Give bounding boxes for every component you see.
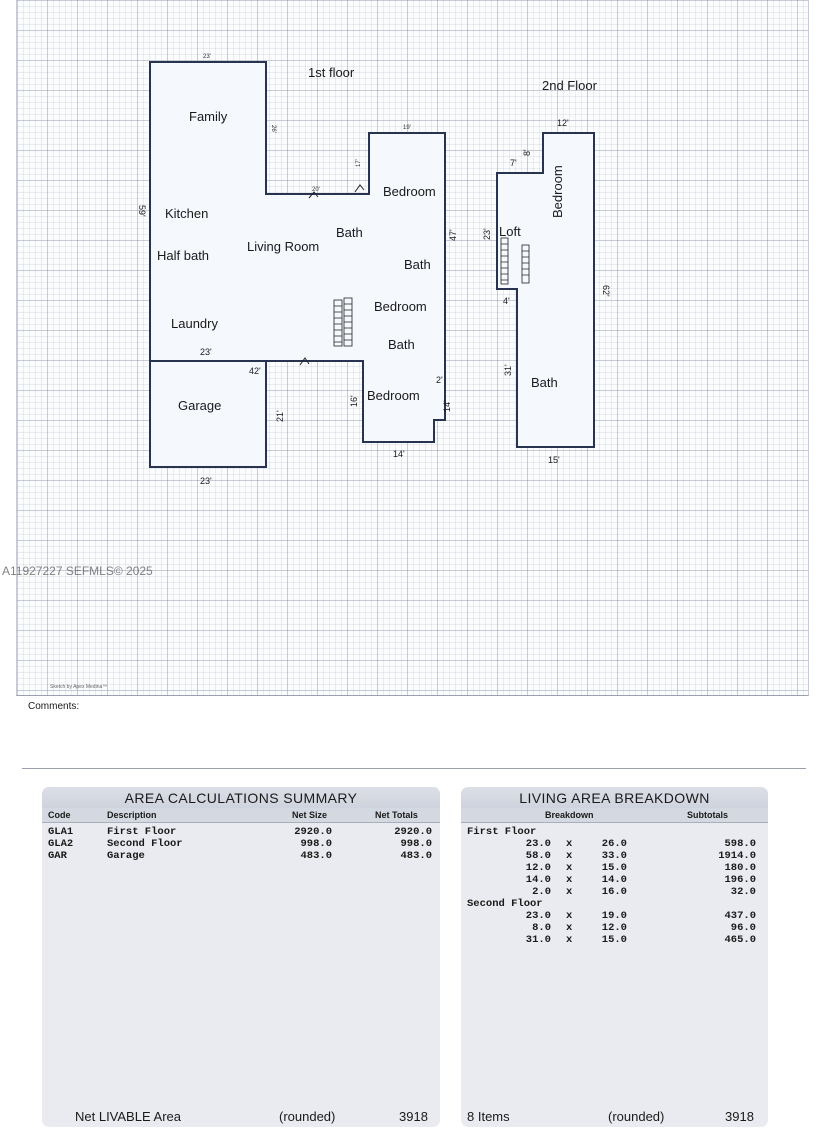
dimension-label: 31' xyxy=(503,364,513,376)
dim-subtotal: 32.0 xyxy=(730,886,756,898)
breakdown-total: 3918 xyxy=(725,1109,754,1124)
dim-times: x xyxy=(566,922,573,934)
room-label-laundry: Laundry xyxy=(171,316,218,331)
area-summary-title: AREA CALCULATIONS SUMMARY xyxy=(42,787,440,808)
dim-times: x xyxy=(566,874,573,886)
dim-b: 19.0 xyxy=(601,910,627,922)
column-header-subtotals: Subtotals xyxy=(687,810,729,820)
dim-subtotal: 598.0 xyxy=(724,838,756,850)
dimension-label: 15' xyxy=(548,455,560,465)
section-label xyxy=(461,898,768,910)
table-row xyxy=(42,838,440,850)
row-code: GLA2 xyxy=(48,838,74,850)
section-label xyxy=(461,826,768,838)
dim-a: 8.0 xyxy=(532,922,551,934)
room-label-bath-upper: Bath xyxy=(531,375,558,390)
dim-subtotal: 96.0 xyxy=(730,922,756,934)
dim-a: 2.0 xyxy=(532,886,551,898)
dimension-label: 23' xyxy=(200,476,212,486)
dimension-label: 14' xyxy=(393,449,405,459)
breakdown-header xyxy=(461,808,768,823)
room-label-bedroom: Bedroom xyxy=(383,184,436,199)
dimension-label: 59' xyxy=(137,205,147,217)
room-label-family: Family xyxy=(189,109,228,124)
row-net-total: 2920.0 xyxy=(394,826,432,838)
table-row xyxy=(42,850,440,862)
net-livable-total: 3918 xyxy=(399,1109,428,1124)
table-row xyxy=(461,934,768,946)
table-row xyxy=(461,886,768,898)
row-net-size: 483.0 xyxy=(300,850,332,862)
dim-b: 15.0 xyxy=(601,934,627,946)
dim-subtotal: 465.0 xyxy=(724,934,756,946)
table-row xyxy=(461,922,768,934)
living-area-breakdown xyxy=(461,787,768,1127)
dimension-label: 20' xyxy=(312,187,320,193)
dim-subtotal: 437.0 xyxy=(724,910,756,922)
floor-title-second: 2nd Floor xyxy=(542,78,597,93)
area-summary-footer xyxy=(42,1105,440,1127)
table-row xyxy=(461,910,768,922)
room-label-bath: Bath xyxy=(336,225,363,240)
breakdown-footer xyxy=(461,1105,768,1127)
floor-title-first: 1st floor xyxy=(308,65,355,80)
area-summary-rows xyxy=(42,823,440,862)
room-label-living-room: Living Room xyxy=(247,239,320,254)
comments-label: Comments: xyxy=(28,701,80,712)
room-label-kitchen: Kitchen xyxy=(165,206,209,221)
dim-times: x xyxy=(566,886,573,898)
area-summary-header xyxy=(42,808,440,823)
room-label-loft: Loft xyxy=(499,224,521,239)
dimension-label: 16' xyxy=(349,395,359,407)
door-swing-mark xyxy=(355,185,364,192)
dim-b: 15.0 xyxy=(601,862,627,874)
dimension-label: 12' xyxy=(557,118,569,128)
row-description: Second Floor xyxy=(107,838,183,850)
row-net-size: 2920.0 xyxy=(294,826,332,838)
dim-a: 23.0 xyxy=(525,838,551,850)
sketch-credit: Sketch by Apex Medina™ xyxy=(50,684,108,690)
area-calculations-summary xyxy=(42,787,440,1127)
row-code: GLA1 xyxy=(48,826,74,838)
rounded-label: (rounded) xyxy=(279,1109,336,1124)
dim-a: 23.0 xyxy=(525,910,551,922)
dim-subtotal: 1914.0 xyxy=(718,850,756,862)
dim-b: 26.0 xyxy=(601,838,627,850)
room-label-bedroom: Bedroom xyxy=(367,388,420,403)
dim-times: x xyxy=(566,838,573,850)
section-divider xyxy=(22,768,806,769)
second-floor-outline xyxy=(497,133,594,447)
table-row xyxy=(461,850,768,862)
floor-plan-sheet xyxy=(16,0,809,696)
breakdown-rows xyxy=(461,823,768,946)
dim-times: x xyxy=(566,910,573,922)
room-label-bedroom: Bedroom xyxy=(374,299,427,314)
dimension-label: 17' xyxy=(356,159,362,167)
dim-times: x xyxy=(566,850,573,862)
floor-plan-drawing xyxy=(17,0,808,695)
table-row xyxy=(461,862,768,874)
row-net-total: 483.0 xyxy=(400,850,432,862)
row-description: First Floor xyxy=(107,826,177,838)
dim-a: 14.0 xyxy=(525,874,551,886)
room-label-bath: Bath xyxy=(404,257,431,272)
column-header-net-size: Net Size xyxy=(292,810,328,820)
table-row xyxy=(461,838,768,850)
section-label-text: First Floor xyxy=(467,826,537,838)
items-count: 8 Items xyxy=(467,1109,510,1124)
net-livable-label: Net LIVABLE Area xyxy=(75,1109,181,1124)
column-header-description: Description xyxy=(107,810,157,820)
column-header-code: Code xyxy=(48,810,71,820)
dim-subtotal: 180.0 xyxy=(724,862,756,874)
dimension-label: 26' xyxy=(270,125,276,133)
dim-a: 31.0 xyxy=(525,934,551,946)
dim-b: 12.0 xyxy=(601,922,627,934)
dimension-label: 14' xyxy=(442,400,452,412)
dim-subtotal: 196.0 xyxy=(724,874,756,886)
dimension-label: 23' xyxy=(482,228,492,240)
row-code: GAR xyxy=(48,850,67,862)
column-header-net-totals: Net Totals xyxy=(375,810,418,820)
row-net-total: 998.0 xyxy=(400,838,432,850)
rounded-label: (rounded) xyxy=(608,1109,665,1124)
column-header-breakdown: Breakdown xyxy=(545,810,594,820)
table-row xyxy=(42,826,440,838)
dim-times: x xyxy=(566,862,573,874)
row-net-size: 998.0 xyxy=(300,838,332,850)
row-description: Garage xyxy=(107,850,145,862)
room-label-garage: Garage xyxy=(178,398,222,413)
watermark: A11927227 SEFMLS© 2025 xyxy=(2,564,153,578)
dimension-label: 47' xyxy=(448,229,458,241)
room-label-bedroom-upper: Bedroom xyxy=(550,165,565,218)
dimension-label: 23' xyxy=(200,347,212,357)
dimension-label: 21' xyxy=(275,410,285,422)
dimension-label: 7' xyxy=(510,158,517,168)
dimension-label: 23' xyxy=(203,54,211,60)
room-label-bath: Bath xyxy=(388,337,415,352)
dim-a: 58.0 xyxy=(525,850,551,862)
dim-b: 33.0 xyxy=(601,850,627,862)
dimension-label: 8' xyxy=(522,149,532,156)
dim-b: 14.0 xyxy=(601,874,627,886)
dim-b: 16.0 xyxy=(601,886,627,898)
table-row xyxy=(461,874,768,886)
dimension-label: 62' xyxy=(601,285,611,297)
dimension-label: 4' xyxy=(503,296,510,306)
dim-a: 12.0 xyxy=(525,862,551,874)
dimension-label: 42' xyxy=(249,366,261,376)
room-label-half-bath: Half bath xyxy=(157,248,210,263)
dim-times: x xyxy=(566,934,573,946)
section-label-text: Second Floor xyxy=(467,898,543,910)
breakdown-title: LIVING AREA BREAKDOWN xyxy=(461,787,768,808)
dimension-label: 2' xyxy=(436,375,443,385)
dimension-label: 19' xyxy=(403,125,411,131)
